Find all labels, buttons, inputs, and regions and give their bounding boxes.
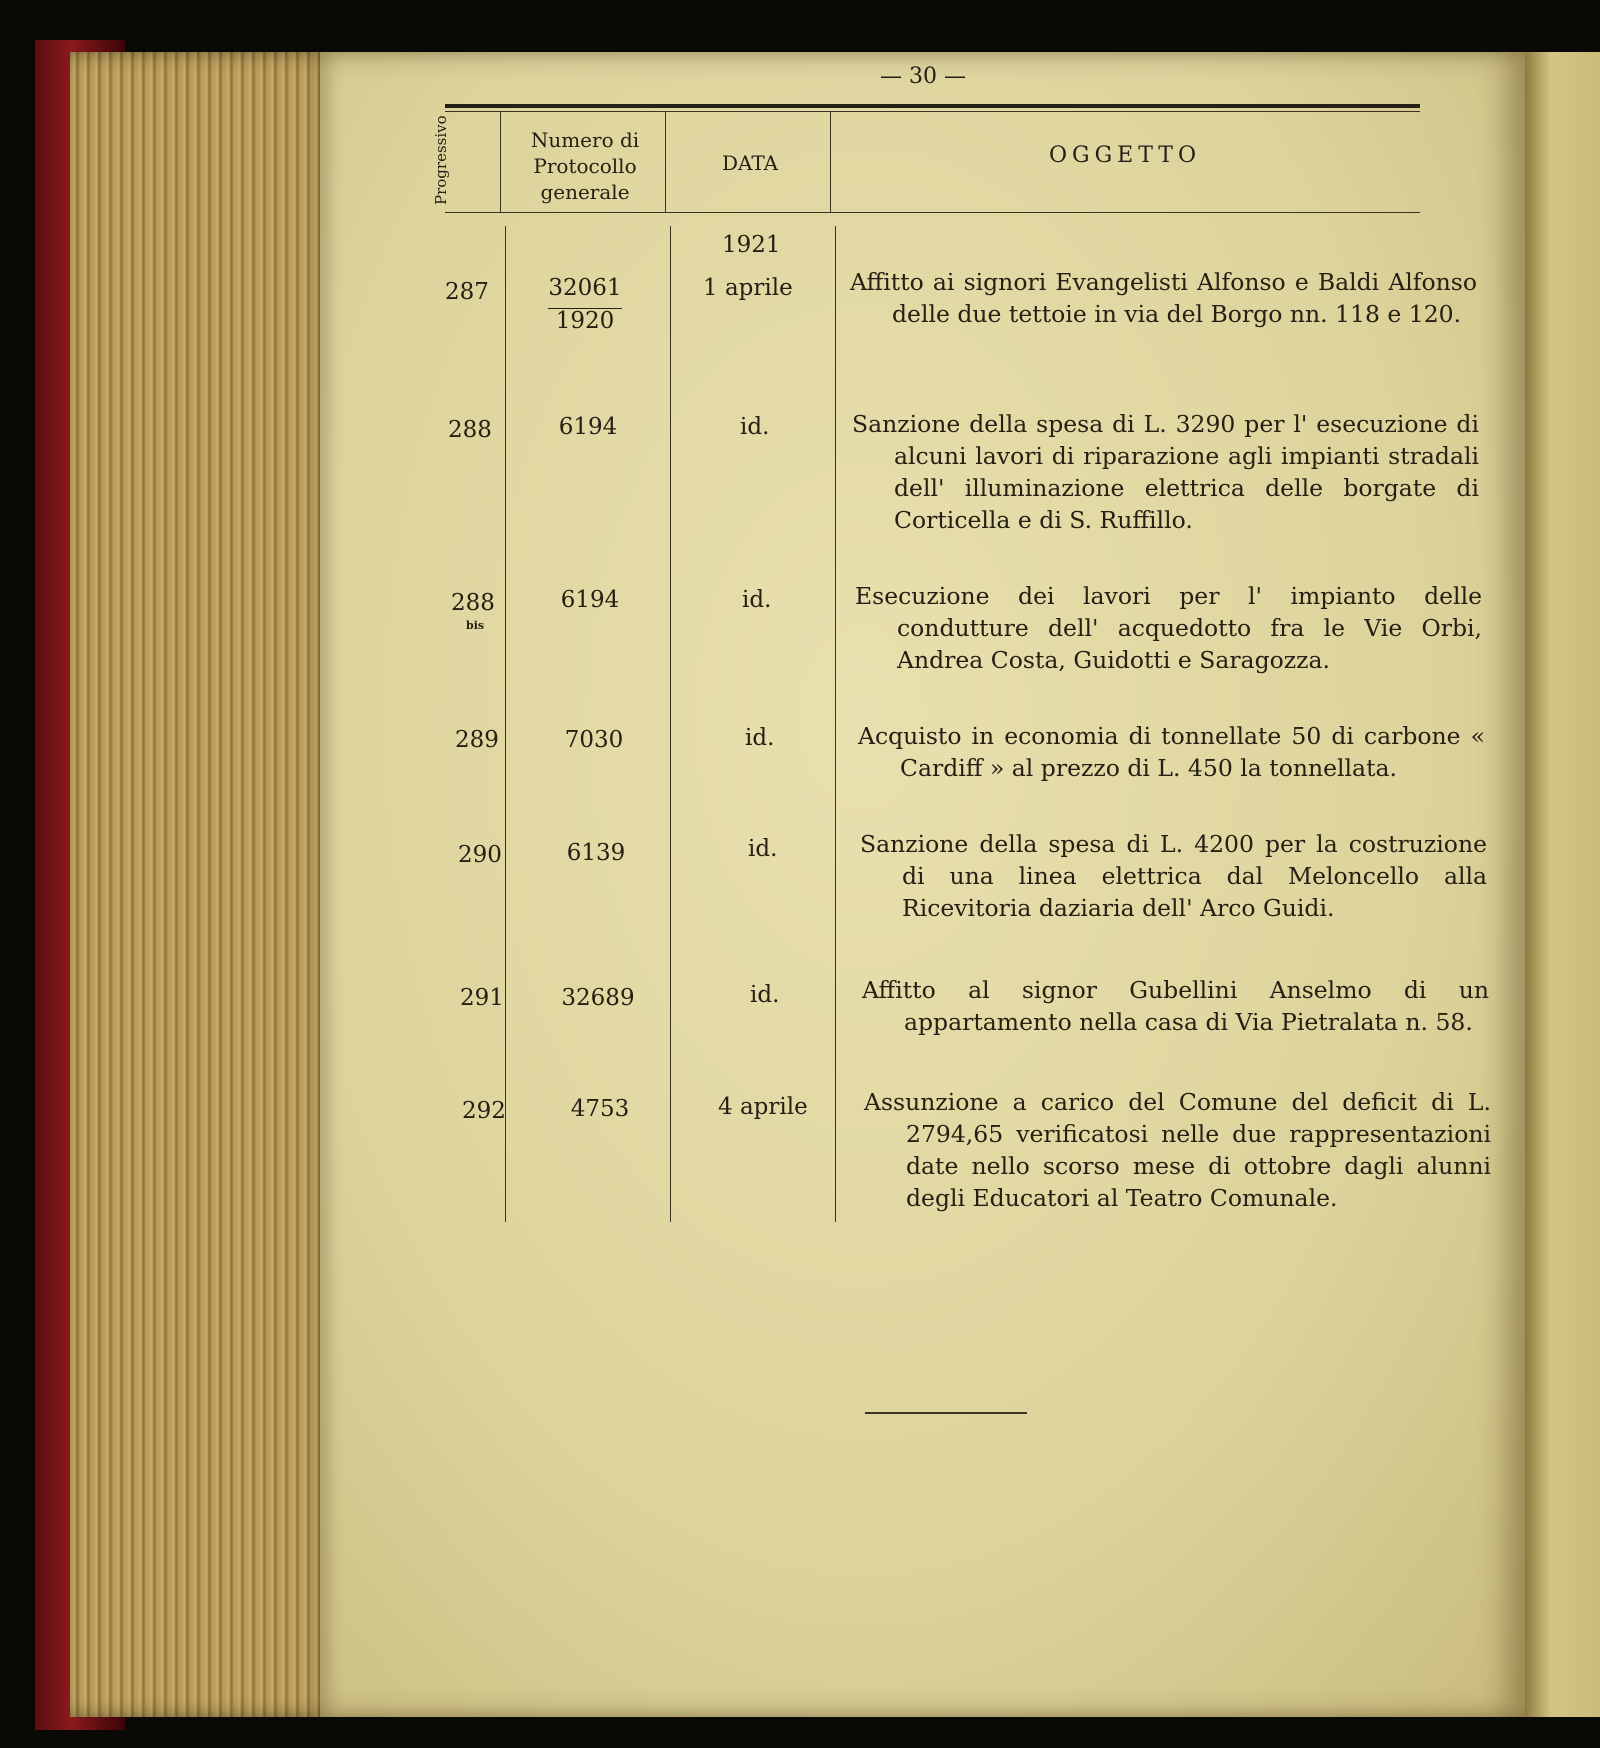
header-col-sep-2 xyxy=(665,112,666,212)
header-col-sep-3 xyxy=(830,112,831,212)
row-protocollo: 32061 xyxy=(548,275,622,301)
row-progressivo: 287 xyxy=(445,279,489,305)
row-protocollo-year: 1920 xyxy=(555,308,615,334)
row-protocollo: 6139 xyxy=(566,840,626,866)
page-number: — 30 — xyxy=(880,64,966,89)
row-protocollo: 6194 xyxy=(558,414,618,440)
row-protocollo: 32689 xyxy=(561,985,635,1011)
row-protocollo: 6194 xyxy=(560,587,620,613)
closing-rule xyxy=(865,1412,1027,1414)
header-rule xyxy=(445,212,1420,213)
row-oggetto: Assunzione a carico del Comune del deficit di L. 2794,65 verificatosi nelle due rappresentazioni date nello scorso mese di ottobre dagli alunni degli Educatori al Teatro Comunale. xyxy=(864,1088,1491,1212)
year-label: 1921 xyxy=(722,232,781,258)
top-rule xyxy=(445,104,1420,108)
row-oggetto: Affitto ai signori Evangelisti Alfonso e Baldi Alfonso delle due tettoie in via del Borgo nn. 118 e 120. xyxy=(850,268,1477,328)
row-data: id. xyxy=(742,587,772,613)
row-progressivo: 291 xyxy=(460,985,504,1011)
row-data: 1 aprile xyxy=(703,275,793,301)
row-oggetto: Sanzione della spesa di L. 4200 per la costruzione di una linea elettrica dal Meloncello alla Ricevitoria daziaria dell' Arco Guidi. xyxy=(860,830,1487,922)
column-separator-1 xyxy=(505,226,506,1222)
row-data: id. xyxy=(748,836,778,862)
row-data: id. xyxy=(740,414,770,440)
row-progressivo: 292 xyxy=(462,1098,506,1124)
header-protocollo: Numero di Protocollo generale xyxy=(530,128,640,204)
header-data: DATA xyxy=(721,151,779,175)
facing-page-edge xyxy=(1525,52,1600,1717)
row-data: id. xyxy=(750,982,780,1008)
column-separator-2 xyxy=(670,226,671,1222)
row-oggetto: Acquisto in economia di tonnellate 50 di carbone « Cardiff » al prezzo di L. 450 la tonnellata. xyxy=(858,722,1485,782)
header-col-sep-1 xyxy=(500,112,501,212)
page-edges xyxy=(70,52,335,1717)
top-rule-thin xyxy=(445,111,1420,112)
row-progressivo: 289 xyxy=(455,727,499,753)
column-separator-3 xyxy=(835,226,836,1222)
header-progressivo: Progressivo xyxy=(432,115,450,205)
row-progressivo: 288 xyxy=(448,417,492,443)
row-progressivo-bis: bis xyxy=(466,619,485,632)
row-data: id. xyxy=(745,725,775,751)
row-protocollo: 4753 xyxy=(570,1096,630,1122)
row-progressivo: 288 xyxy=(451,590,495,616)
row-oggetto: Affitto al signor Gubellini Anselmo di un appartamento nella casa di Via Pietralata n. 58. xyxy=(862,976,1489,1036)
row-progressivo: 290 xyxy=(458,842,502,868)
row-data: 4 aprile xyxy=(718,1094,808,1120)
header-oggetto: OGGETTO xyxy=(1048,143,1202,168)
row-protocollo: 7030 xyxy=(564,727,624,753)
row-oggetto: Esecuzione dei lavori per l' impianto delle condutture dell' acquedotto fra le Vie Orbi, Andrea Costa, Guidotti e Saragozza. xyxy=(855,582,1482,674)
row-oggetto: Sanzione della spesa di L. 3290 per l' esecuzione di alcuni lavori di riparazione agli impianti stradali dell' illuminazione elettrica delle borgate di Corticella e di S. Ruffillo. xyxy=(852,410,1479,534)
